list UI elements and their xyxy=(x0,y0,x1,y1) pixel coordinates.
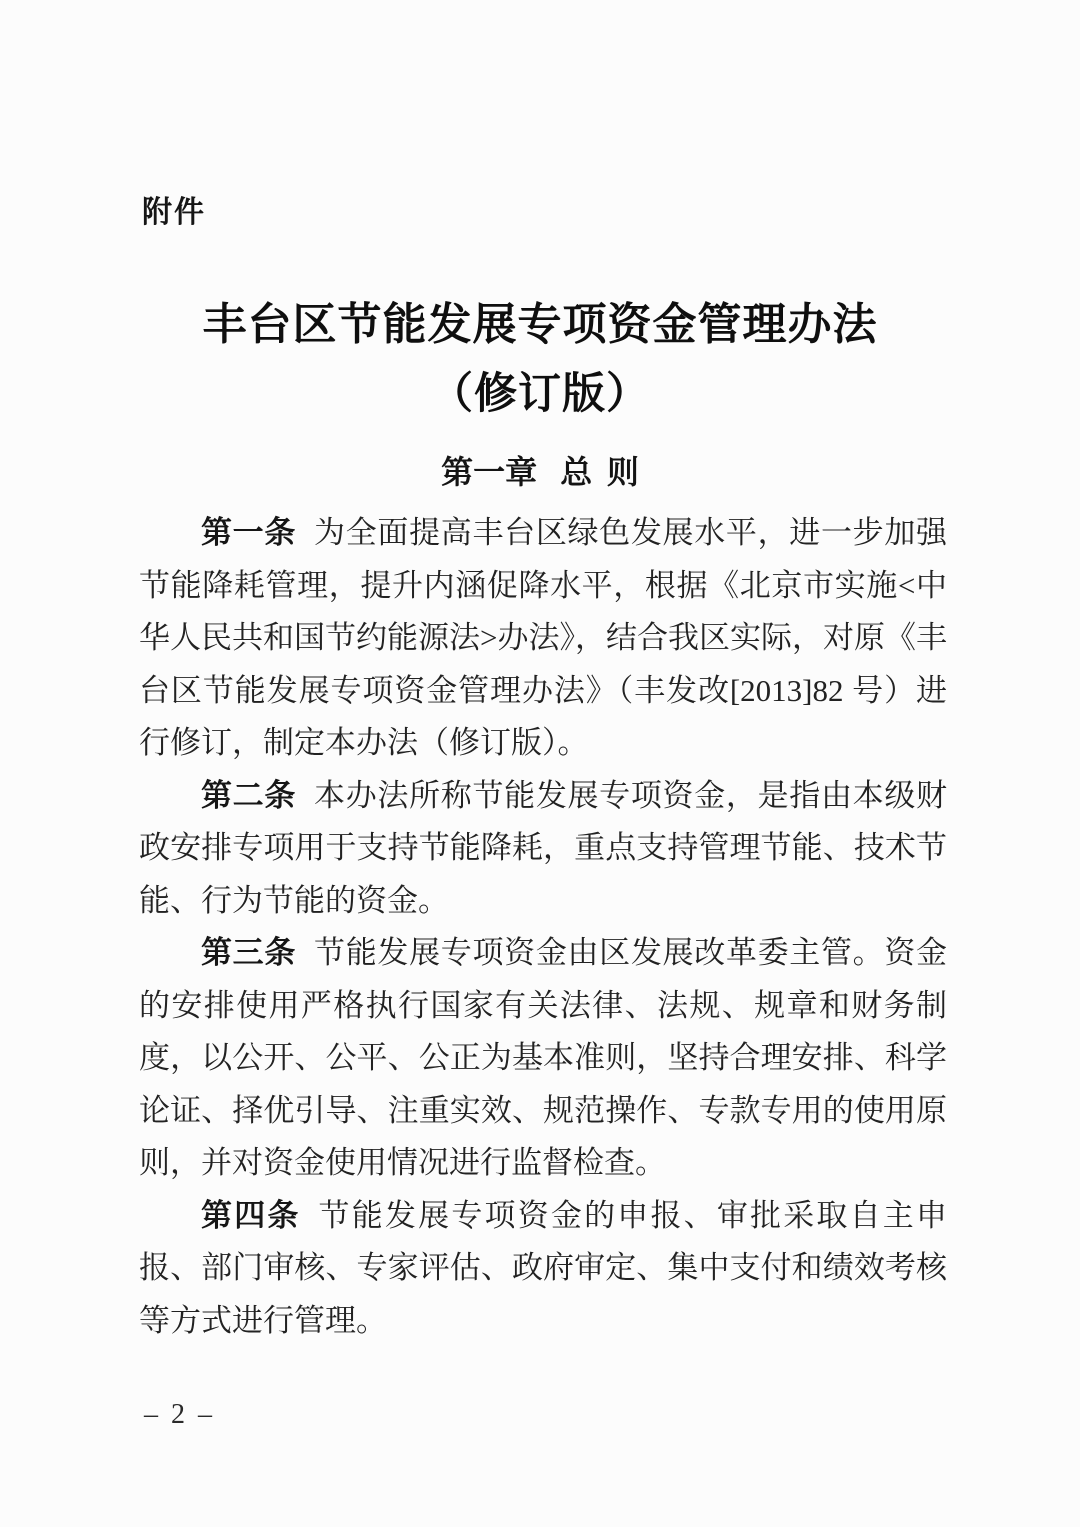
document-body xyxy=(139,507,947,1347)
article-4-text: 节能发展专项资金的申报、审批采取自主申报、部门审核、专家评估、政府审定、集中支付和绩效考核等方式进行管理。 xyxy=(139,1197,948,1338)
chapter-number: 第一章 xyxy=(441,454,538,490)
article-paragraph-2 xyxy=(139,770,947,928)
document-subtitle: （修订版） xyxy=(430,371,650,418)
chapter-title: 总 则 xyxy=(560,454,639,490)
article-3-text: 节能发展专项资金由区发展改革委主管。资金的安排使用严格执行国家有关法律、法规、规章和财务制度，以公开、公平、公正为基本准则，坚持合理安排、科学论证、择优引导、注重实效、规范操作、专款专用的使用原则，并对资金使用情况进行监督检查。 xyxy=(139,935,948,1180)
attachment-label: 附件 xyxy=(142,196,206,229)
article-paragraph-3 xyxy=(139,927,947,1190)
chapter-heading xyxy=(0,451,1080,493)
article-paragraph-4 xyxy=(139,1190,947,1348)
article-2-text: 本办法所称节能发展专项资金，是指由本级财政安排专项用于支持节能降耗，重点支持管理节能、技术节能、行为节能的资金。 xyxy=(139,777,948,918)
article-1-text: 为全面提高丰台区绿色发展水平，进一步加强节能降耗管理，提升内涵促降水平，根据《北京市实施<中华人民共和国节约能源法>办法》，结合我区实际，对原《丰台区节能发展专项资金管理办法》（丰发改[2013]82 号）进行修订，制定本办法（修订版）。 xyxy=(139,515,948,760)
document-title: 丰台区节能发展专项资金管理办法 xyxy=(202,300,878,349)
article-2-label: 第二条 xyxy=(201,777,297,813)
article-paragraph-1 xyxy=(139,507,947,770)
article-4-label: 第四条 xyxy=(201,1197,301,1233)
article-1-label: 第一条 xyxy=(201,515,297,550)
article-3-label: 第三条 xyxy=(201,935,297,970)
title-block xyxy=(0,288,1080,428)
page-number: – 2 – xyxy=(144,1399,215,1430)
